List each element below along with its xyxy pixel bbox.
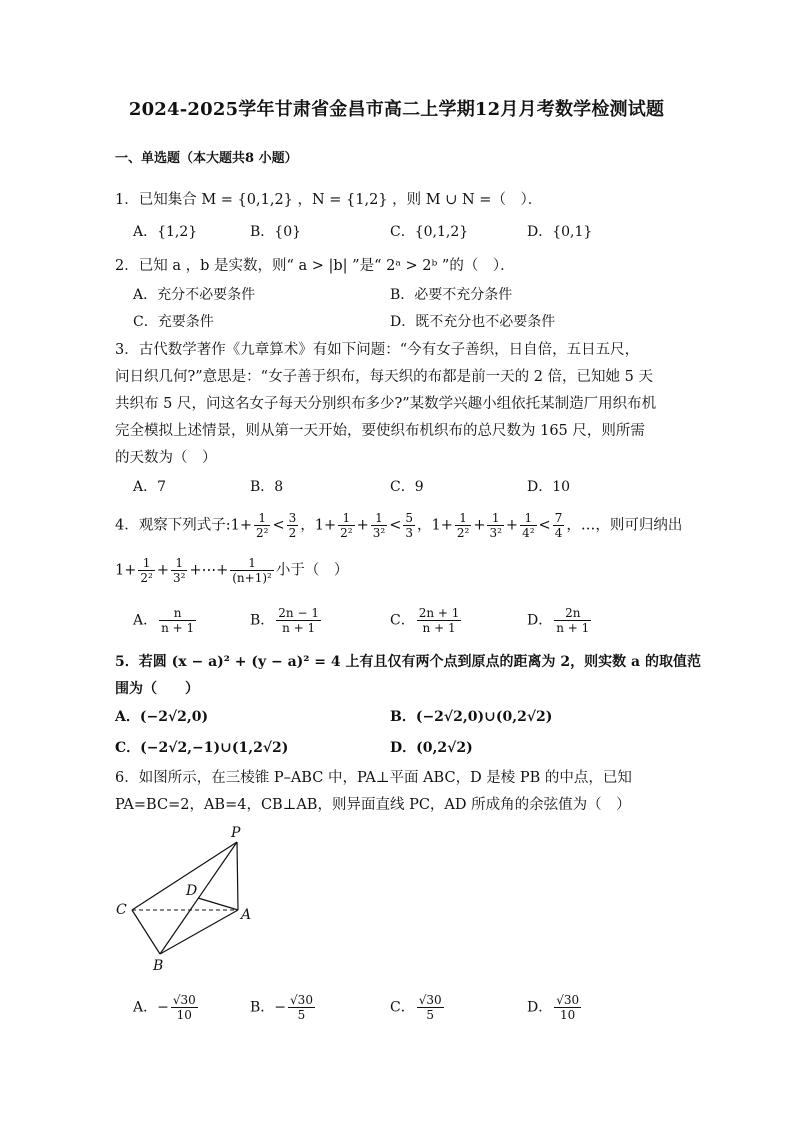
q4-sum-frac-1: $\frac{1}{\text{2²}}$ <box>140 556 153 585</box>
q4-frac-1-4b: $\frac{1}{\text{2²}}$ <box>340 511 353 540</box>
label-p: P <box>231 825 241 841</box>
q4-frac-1-9: $\frac{1}{\text{3²}}$ <box>372 511 386 540</box>
q4-option-d: D． $\frac{2n}{n + 1}$ <box>527 606 590 635</box>
q3-option-a: A．7 <box>133 479 167 495</box>
q1-option-c: C．{0,1,2} <box>390 224 469 240</box>
question-4-line-1: 4．观察下列式子:1+ $\frac{1}{\text{2²}}$ < $\frac{3}{2}$ ，1+ $\frac{1}{\text{2²}}$ + $\frac{1}{\text{3²}}$ < $\frac{5}{3}$ ，1+ $\frac{1}{\text{2²}}$ + $\frac{1}{\text{3²}}$ + $\frac{1}{\text{4²}}$ < $\frac{7}{4}$ ，…，则可归纳出 <box>115 511 683 540</box>
question-5-line-2: 围为（ ） <box>115 681 199 697</box>
q1-option-b: B．{0} <box>250 224 302 240</box>
q6-option-b: B．− $\frac{√30}{5}$ <box>250 993 313 1022</box>
q5-option-d: D．(0,2√2) <box>390 740 473 756</box>
q6-option-d: D． $\frac{√30}{10}$ <box>527 993 580 1022</box>
edge-pa <box>237 842 238 910</box>
label-d: D <box>186 883 198 899</box>
edge-ab <box>160 910 238 954</box>
label-b: B <box>153 958 164 974</box>
q5-option-b: B．(−2√2,0)∪(0,2√2) <box>390 709 553 725</box>
page-title: 2024-2025学年甘肃省金昌市高二上学期12月月考数学检测试题 <box>128 99 665 120</box>
q5-option-a: A．(−2√2,0) <box>115 709 209 725</box>
question-5-line-1: 5．若圆 (x − a)² + (y − a)² = 4 上有且仅有两个点到原点的距离为 2，则实数 a 的取值范 <box>115 654 701 670</box>
question-2-stem: 2．已知 a ，b 是实数，则“ a > |b| ”是“ 2ᵃ > 2ᵇ ”的（ ）． <box>115 258 515 274</box>
label-c: C <box>116 902 127 918</box>
q4-frac-1-4: $\frac{1}{\text{2²}}$ <box>256 511 269 540</box>
q4-option-b: B． $\frac{2n - 1}{n + 1}$ <box>250 606 319 635</box>
q4-frac-7-4: $\frac{7}{4}$ <box>554 511 563 540</box>
q4-frac-3-2: $\frac{3}{2}$ <box>288 511 297 540</box>
section-heading: 一、单选题（本大题共8 小题） <box>115 151 298 166</box>
question-3-line-1: 3．古代数学著作《九章算术》有如下问题：“今有女子善织，日自倍，五日五尺， <box>115 342 640 358</box>
edge-pc <box>132 842 237 910</box>
q6-option-c: C． $\frac{√30}{5}$ <box>390 993 442 1022</box>
q4-frac-1-9b: $\frac{1}{\text{3²}}$ <box>489 511 502 540</box>
q3-option-b: B．8 <box>250 479 284 495</box>
q4-prefix: 4．观察下列式子: <box>115 517 231 534</box>
question-4-line-2: 1+ $\frac{1}{\text{2²}}$ + $\frac{1}{\text{3²}}$ +⋯+ $\frac{1}{\text{(n+1)²}}$ 小于（ ） <box>115 556 349 585</box>
q4-frac-1-16: $\frac{1}{\text{4²}}$ <box>522 511 535 540</box>
question-6-line-1: 6．如图所示，在三棱锥 P–ABC 中，PA⊥平面 ABC，D 是棱 PB 的中点，已知 <box>115 770 632 786</box>
question-3-line-5: 的天数为（ ） <box>115 450 217 466</box>
tetrahedron-figure <box>110 822 270 977</box>
q5-option-c: C．(−2√2,−1)∪(1,2√2) <box>115 740 289 756</box>
q1-option-a: A．{1,2} <box>133 224 198 240</box>
label-a: A <box>241 907 252 923</box>
question-6-line-2: PA=BC=2，AB=4，CB⊥AB，则异面直线 PC，AD 所成角的余弦值为（ ） <box>115 797 631 813</box>
q4-frac-5-3: $\frac{5}{3}$ <box>405 511 413 540</box>
q6-option-a: A．− $\frac{√30}{10}$ <box>133 993 196 1022</box>
q4-sum-frac-2: $\frac{1}{\text{3²}}$ <box>172 556 186 585</box>
q3-option-c: C．9 <box>390 479 424 495</box>
q2-option-a: A．充分不必要条件 <box>133 287 256 303</box>
q4-option-a: A． $\frac{n}{n + 1}$ <box>133 606 195 635</box>
q4-frac-1-4c: $\frac{1}{\text{2²}}$ <box>456 511 470 540</box>
question-3-line-3: 共织布 5 尺，问这名女子每天分别织布多少?”某数学兴趣小组依托某制造厂用织布机 <box>115 396 657 412</box>
q4-middle-text: ，…，则可归纳出 <box>566 517 683 534</box>
q1-option-d: D．{0,1} <box>527 224 593 240</box>
q3-option-d: D．10 <box>527 479 571 495</box>
q4-sum-frac-n: $\frac{1}{\text{(n+1)²}}$ <box>232 556 272 585</box>
q2-option-c: C．充要条件 <box>133 314 214 330</box>
q4-option-c: C． $\frac{2n + 1}{n + 1}$ <box>390 606 460 635</box>
question-1-stem: 1．已知集合 M = {0,1,2} ，N = {1,2} ，则 M ∪ N =（ ）． <box>115 192 543 208</box>
question-3-line-4: 完全模拟上述情景，则从第一天开始，要使织布机织布的总尺数为 165 尺，则所需 <box>115 423 645 439</box>
edge-cb <box>132 910 160 954</box>
q2-option-d: D．既不充分也不必要条件 <box>390 314 556 330</box>
q2-option-b: B．必要不充分条件 <box>390 287 513 303</box>
edge-ad <box>198 898 238 910</box>
q4-suffix: 小于（ ） <box>275 562 349 579</box>
question-3-line-2: 问日织几何?”意思是：“女子善于织布，每天织的布都是前一天的 2 倍，已知她 5 天 <box>115 369 653 385</box>
